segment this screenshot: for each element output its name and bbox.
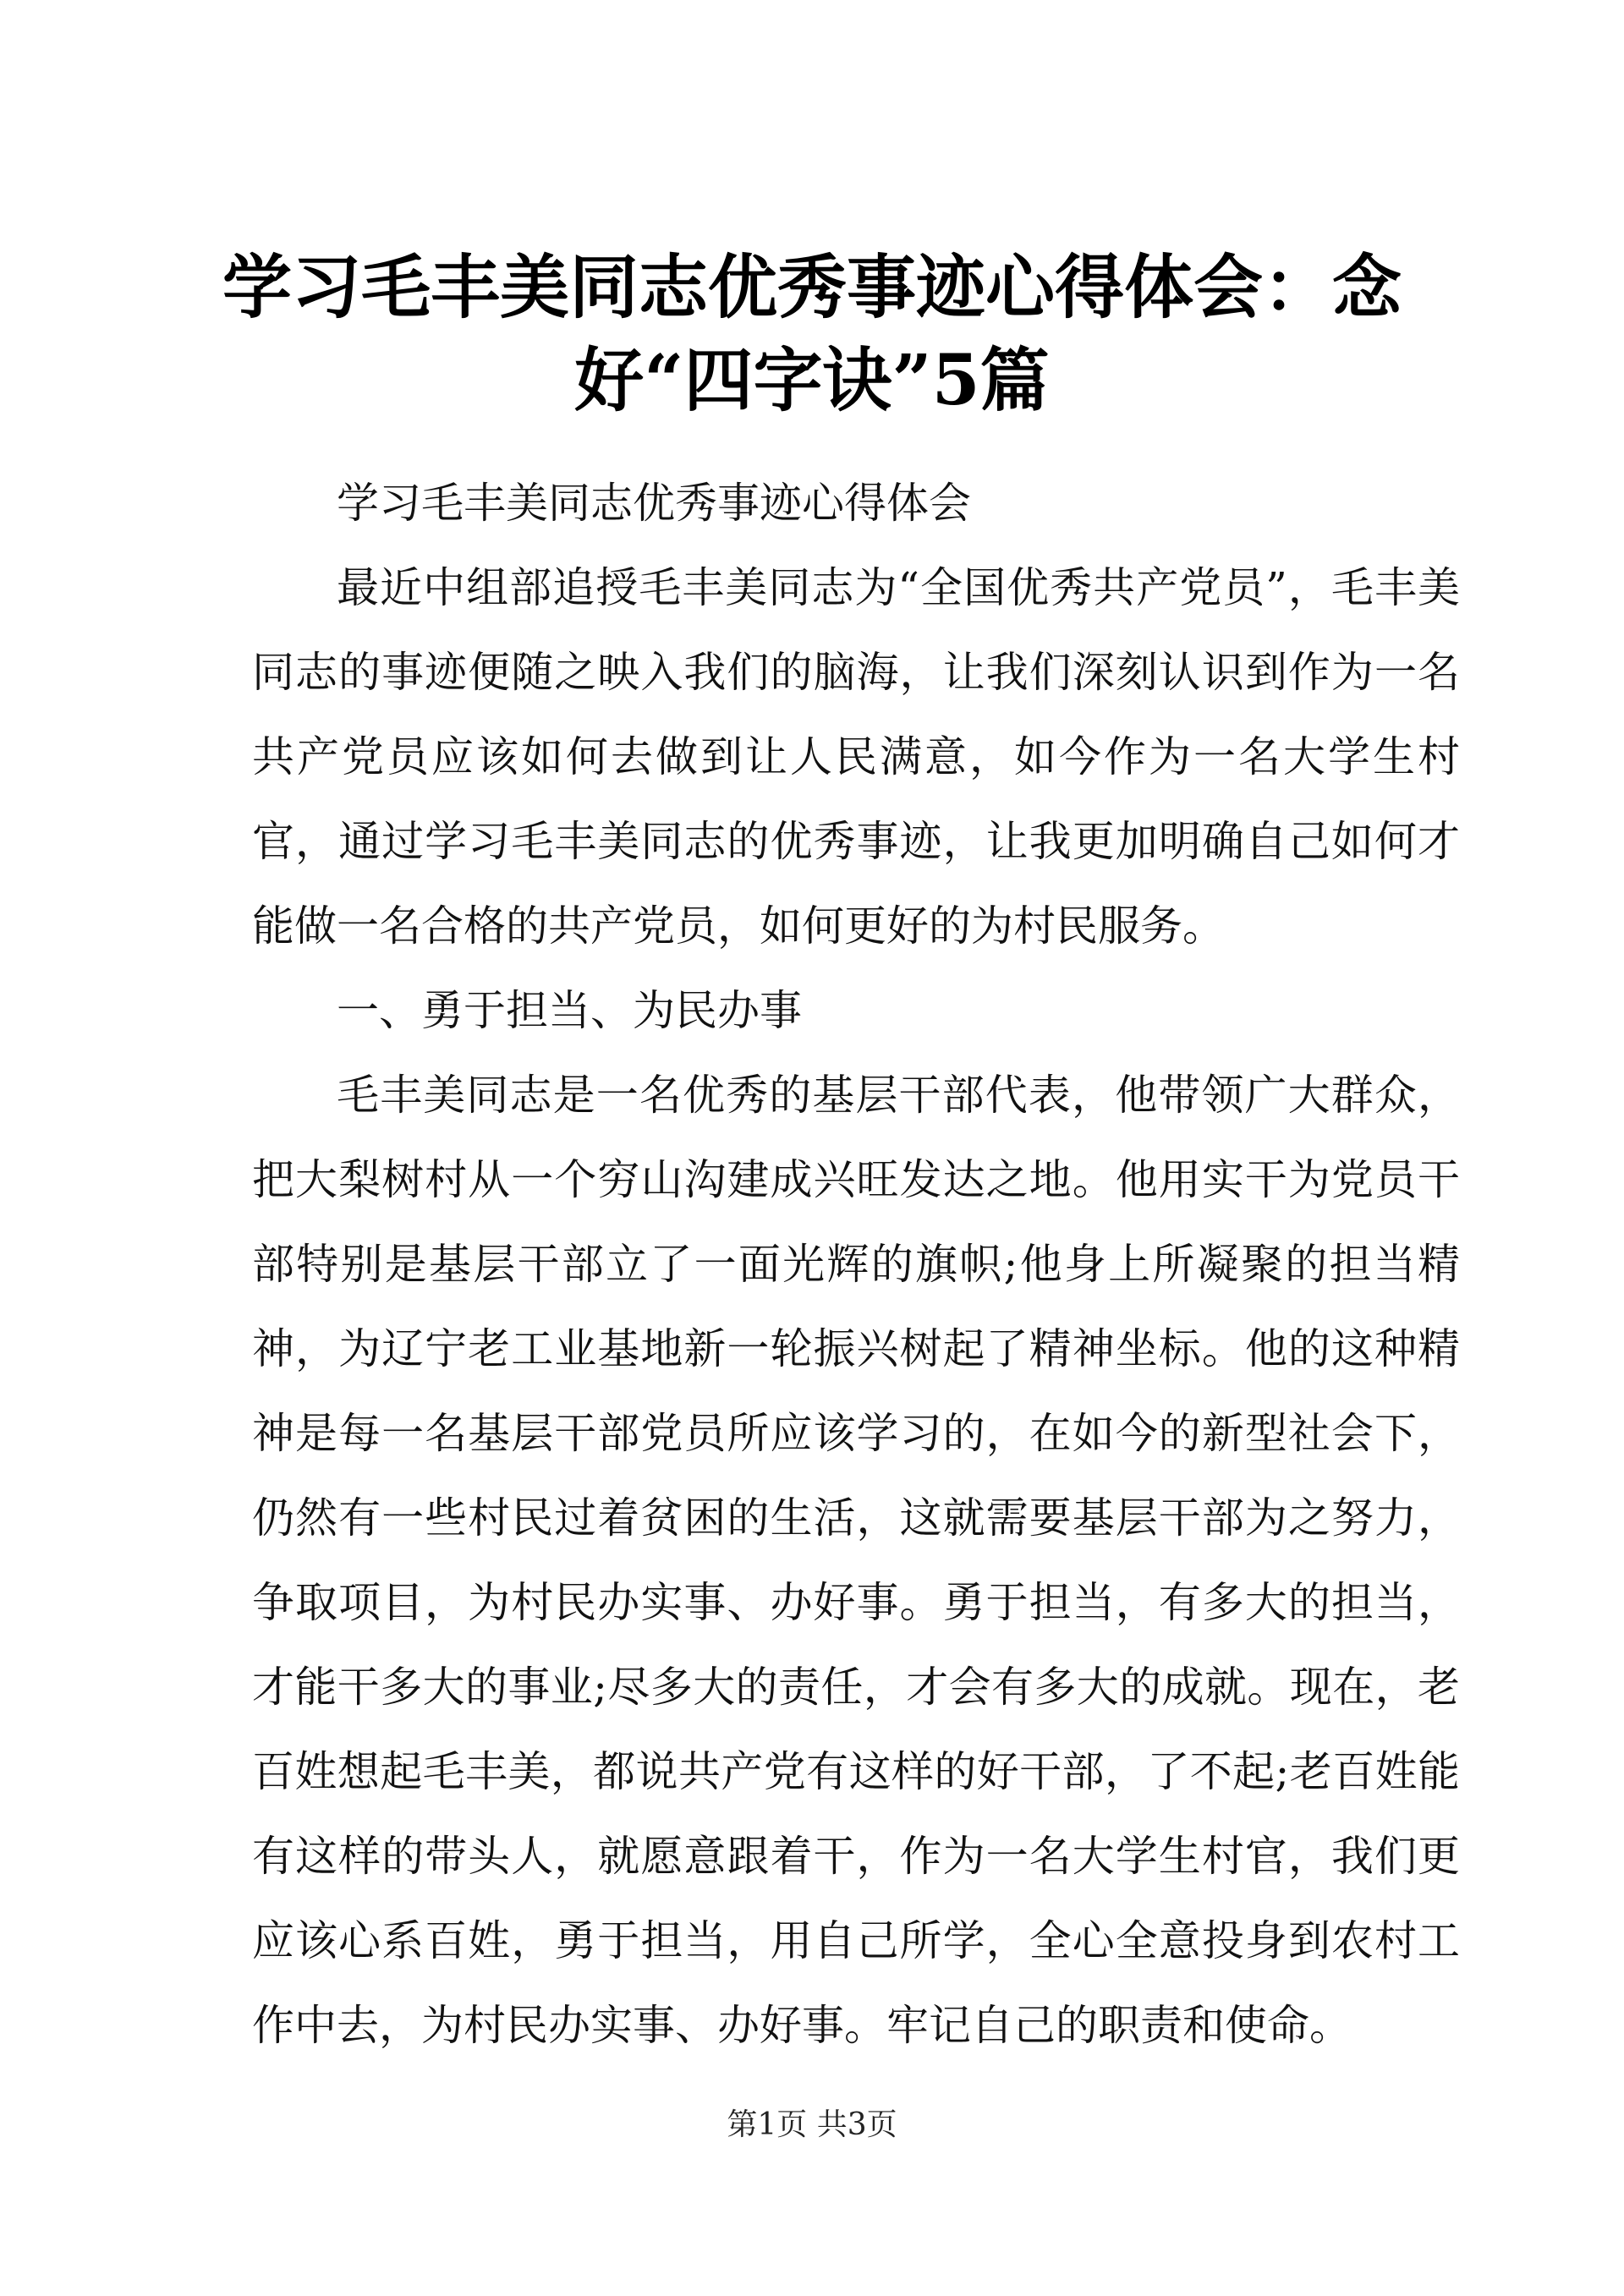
- subtitle-paragraph: 学习毛丰美同志优秀事迹心得体会: [337, 479, 971, 528]
- section-heading: 一、勇于担当、为民办事: [337, 986, 802, 1035]
- document-body: [252, 461, 1460, 2068]
- document-title: 学习毛丰美同志优秀事迹心得体会：念好“四字诀”5篇: [222, 247, 1402, 421]
- page-footer: 第1页 共3页: [727, 2107, 897, 2142]
- section-paragraph: 毛丰美同志是一名优秀的基层干部代表，他带领广大群众，把大梨树村从一个穷山沟建成兴旺发达之地。他用实干为党员干部特别是基层干部立了一面光辉的旗帜;他身上所凝聚的担当精神，为辽宁老工业基地新一轮振兴树起了精神坐标。他的这种精神是每一名基层干部党员所应该学习的，在如今的新型社会下，仍然有一些村民过着贫困的生活，这就需要基层干部为之努力，争取项目，为村民办实事、办好事。勇于担当，有多大的担当，才能干多大的事业;尽多大的责任，才会有多大的成就。现在，老百姓想起毛丰美，都说共产党有这样的好干部，了不起;老百姓能有这样的带头人，就愿意跟着干，作为一名大学生村官，我们更应该心系百姓，勇于担当，用自己所学，全心全意投身到农村工作中去，为村民办实事、办好事。牢记自己的职责和使命。: [252, 1071, 1460, 2050]
- intro-paragraph: 最近中组部追授毛丰美同志为“全国优秀共产党员”，毛丰美同志的事迹便随之映入我们的脑海，让我们深刻认识到作为一名共产党员应该如何去做到让人民满意，如今作为一名大学生村官，通过学习毛丰美同志的优秀事迹，让我更加明确自己如何才能做一名合格的共产党员，如何更好的为村民服务。: [252, 563, 1460, 951]
